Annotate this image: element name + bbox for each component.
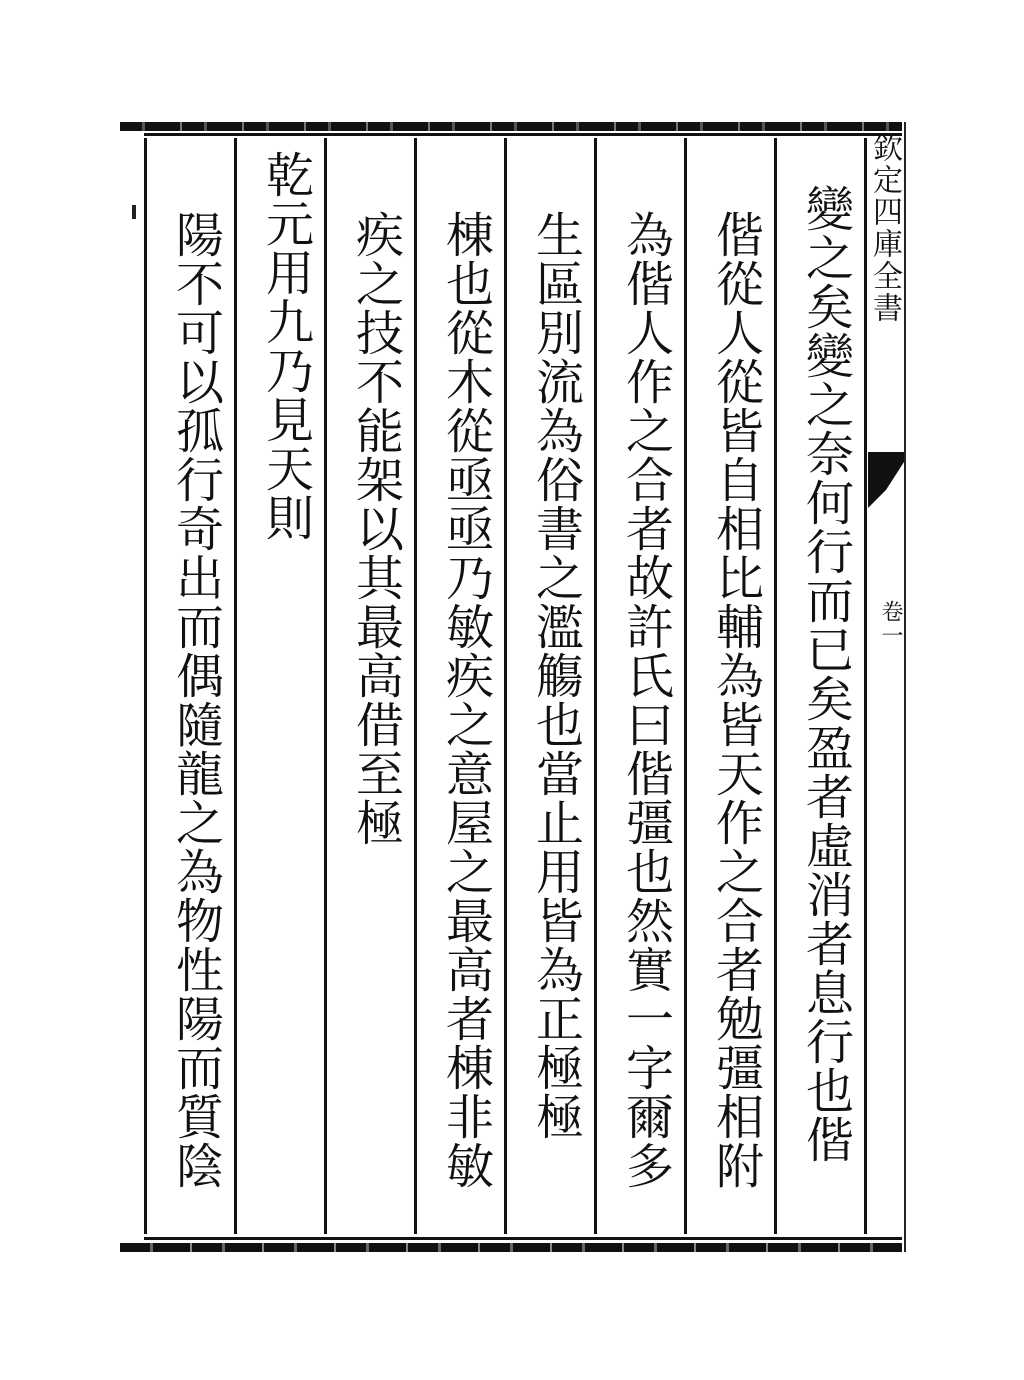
glyph: 以 [355,502,404,558]
glyph: 極 [535,1090,584,1146]
glyph: 偕 [625,257,674,313]
glyph: 行 [805,525,854,581]
glyph: 可 [175,306,224,362]
glyph: 人 [625,306,674,362]
glyph: 皆 [715,404,764,460]
glyph: 為 [625,208,674,264]
glyph: 彊 [625,796,674,852]
fish-tail-mark-icon [866,450,906,510]
glyph: 元 [265,197,314,253]
glyph: 極 [535,1041,584,1097]
glyph: 區 [535,257,584,313]
glyph: 比 [715,551,764,607]
glyph: 止 [535,796,584,852]
glyph: 之 [535,551,584,607]
glyph: 書 [535,502,584,558]
glyph: 非 [445,1090,494,1146]
glyph: 彊 [715,1041,764,1097]
glyph: 故 [625,551,674,607]
glyph: 陽 [175,208,224,264]
glyph: 陰 [175,1139,224,1195]
glyph: 從 [715,257,764,313]
glyph: 之 [715,845,764,901]
glyph: 乾 [265,148,314,204]
glyph: 相 [715,502,764,558]
glyph: 之 [805,231,854,287]
glyph: 能 [355,404,404,460]
glyph: 九 [265,295,314,351]
glyph: 為 [175,845,224,901]
glyph: 不 [355,355,404,411]
glyph: 疾 [445,649,494,705]
glyph: 物 [175,894,224,950]
glyph: 至 [355,747,404,803]
glyph: 也 [805,1064,854,1120]
glyph: 虛 [805,819,854,875]
glyph: 技 [355,306,404,362]
book-title: 欽定四庫全書 [867,132,902,324]
text-column-5 [430,208,510,1195]
glyph: 為 [535,404,584,460]
glyph: 人 [715,306,764,362]
text-column-3 [610,208,690,1195]
glyph: 偶 [175,649,224,705]
glyph: 亟 [445,453,494,509]
glyph: 濫 [535,600,584,656]
glyph: 以 [175,355,224,411]
glyph: 實 [625,943,674,999]
top-border-inner [144,133,902,136]
glyph: 棟 [445,1041,494,1097]
glyph: 從 [715,355,764,411]
glyph: 許 [625,600,674,656]
glyph: 高 [355,649,404,705]
glyph: 氏 [625,649,674,705]
glyph: 偕 [805,1113,854,1169]
glyph: 而 [805,574,854,630]
glyph: 敏 [445,600,494,656]
glyph: 見 [265,393,314,449]
glyph: 者 [445,992,494,1048]
glyph: 最 [445,894,494,950]
glyph: 輔 [715,600,764,656]
glyph: 而 [175,1041,224,1097]
glyph: 天 [265,442,314,498]
glyph: 意 [445,747,494,803]
glyph: 爾 [625,1090,674,1146]
glyph: 然 [625,894,674,950]
column-divider [144,138,147,1234]
glyph: 孤 [175,404,224,460]
glyph: 之 [175,796,224,852]
glyph: 乃 [265,344,314,400]
glyph: 用 [535,845,584,901]
glyph: 敏 [445,1139,494,1195]
bottom-border-inner [144,1237,902,1240]
glyph: 隨 [175,698,224,754]
glyph: 合 [625,453,674,509]
glyph: 觴 [535,649,584,705]
glyph: 則 [265,491,314,547]
glyph: 其 [355,551,404,607]
glyph: 皆 [535,894,584,950]
glyph: 別 [535,306,584,362]
glyph: 也 [625,845,674,901]
glyph: 之 [445,698,494,754]
glyph: 俗 [535,453,584,509]
text-column-4 [520,208,600,1146]
glyph: 行 [175,453,224,509]
glyph: 高 [445,943,494,999]
glyph: 曰 [625,698,674,754]
glyph: 也 [445,257,494,313]
glyph: 偕 [715,208,764,264]
glyph: 已 [805,623,854,679]
glyph: 龍 [175,747,224,803]
glyph: 陽 [175,992,224,1048]
glyph: 者 [805,770,854,826]
glyph: 而 [175,600,224,656]
glyph: 字 [625,1041,674,1097]
margin-mark [132,205,136,219]
glyph: 屋 [445,796,494,852]
text-column-6 [340,208,420,852]
glyph: 奈 [805,427,854,483]
glyph: 偕 [625,747,674,803]
glyph: 也 [535,698,584,754]
glyph: 行 [805,1015,854,1071]
glyph: 天 [715,747,764,803]
glyph: 極 [355,796,404,852]
glyph: 亟 [445,502,494,558]
glyph: 變 [805,329,854,385]
glyph: 之 [625,404,674,460]
glyph: 質 [175,1090,224,1146]
glyph: 作 [715,796,764,852]
glyph: 生 [535,208,584,264]
glyph: 何 [805,476,854,532]
text-column-2 [700,208,780,1195]
glyph: 木 [445,355,494,411]
glyph: 性 [175,943,224,999]
glyph: 盈 [805,721,854,777]
glyph: 用 [265,246,314,302]
glyph: 流 [535,355,584,411]
glyph: 出 [175,551,224,607]
glyph: 變 [805,182,854,238]
glyph: 消 [805,868,854,924]
volume-label: 卷一 [878,600,903,648]
glyph: 奇 [175,502,224,558]
glyph: 者 [625,502,674,558]
glyph: 一 [625,992,674,1048]
glyph: 多 [625,1139,674,1195]
bottom-border [120,1243,902,1252]
glyph: 矣 [805,672,854,728]
glyph: 疾 [355,208,404,264]
glyph: 正 [535,992,584,1048]
text-column-7 [250,148,330,547]
glyph: 架 [355,453,404,509]
glyph: 者 [715,943,764,999]
glyph: 矣 [805,280,854,336]
glyph: 作 [625,355,674,411]
glyph: 棟 [445,208,494,264]
glyph: 為 [715,649,764,705]
glyph: 息 [805,966,854,1022]
glyph: 從 [445,404,494,460]
glyph: 合 [715,894,764,950]
text-column-1 [790,182,870,1169]
text-column-8 [160,208,240,1195]
glyph: 乃 [445,551,494,607]
glyph: 不 [175,257,224,313]
glyph: 勉 [715,992,764,1048]
glyph: 當 [535,747,584,803]
glyph: 皆 [715,698,764,754]
glyph: 之 [805,378,854,434]
glyph: 自 [715,453,764,509]
glyph: 從 [445,306,494,362]
top-border [120,122,902,131]
glyph: 之 [355,257,404,313]
glyph: 為 [535,943,584,999]
glyph: 最 [355,600,404,656]
glyph: 相 [715,1090,764,1146]
glyph: 之 [445,845,494,901]
glyph: 借 [355,698,404,754]
glyph: 附 [715,1139,764,1195]
glyph: 者 [805,917,854,973]
